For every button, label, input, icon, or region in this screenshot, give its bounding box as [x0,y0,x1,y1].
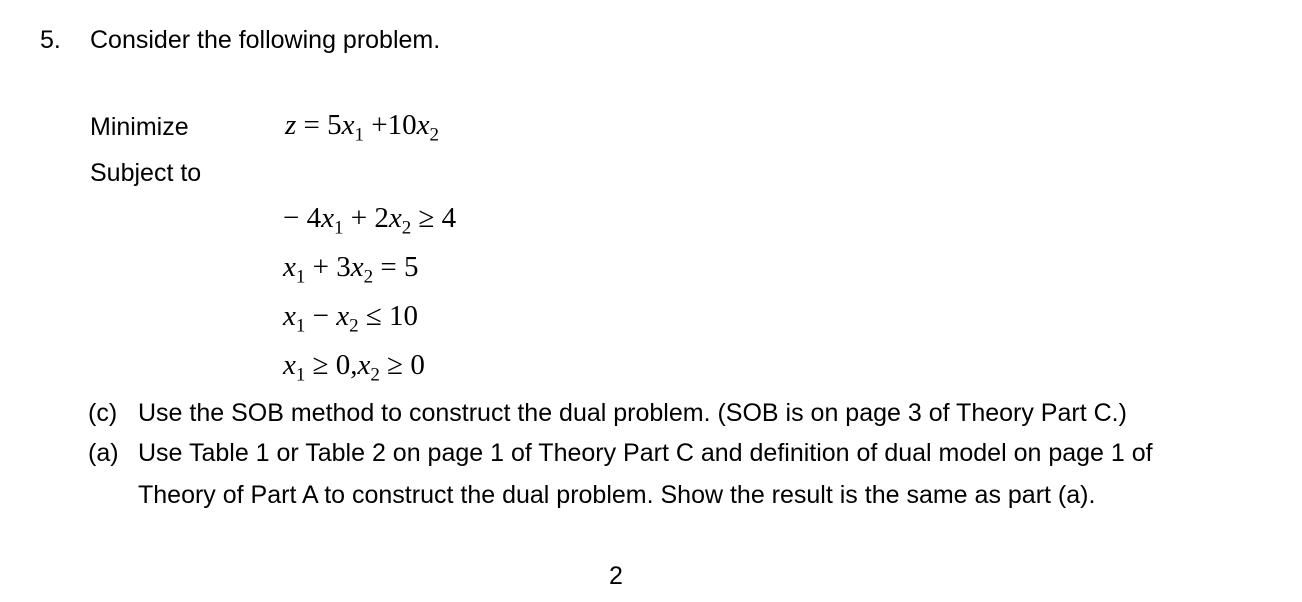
part-a-letter: (a) [88,439,119,467]
objective-coef-2: 10 [387,109,417,141]
constraint-2 [283,251,419,288]
constraint-3-relation: ≤ [358,300,390,332]
constraint-1-coef-1: − 4 [283,202,322,234]
nonneg-rhs-1: 0, [335,349,358,381]
objective-variable: z [285,109,297,141]
problem-heading: Consider the following problem. [90,26,441,54]
part-c-letter: (c) [88,399,118,427]
constraint-3-sub-1: 1 [295,315,306,337]
nonneg-sub-1: 1 [295,364,306,386]
subject-to-label: Subject to [90,159,202,187]
constraint-3-op: − [305,300,337,332]
constraint-2-sub-1: 1 [295,266,306,288]
problem-number: 5. [40,26,61,54]
constraint-3-var-2: x [336,300,350,332]
part-a-text-line-2: Theory of Part A to construct the dual problem. Show the result is the same as part (a). [138,481,1096,509]
constraint-1 [283,202,457,239]
constraint-1-relation: ≥ [411,202,442,234]
constraint-3-sub-2: 2 [349,315,359,337]
constraint-3-rhs: 10 [389,300,419,332]
constraint-2-rhs: 5 [403,251,419,283]
nonneg-sub-2: 2 [370,364,380,386]
nonneg-relation-2: ≥ [379,349,411,381]
objective-var-2: x [416,109,430,141]
constraint-2-coef-2: 3 [336,251,351,283]
constraint-1-var-2: x [388,202,402,234]
objective-sub-2: 2 [429,124,440,146]
constraint-1-sub-1: 1 [333,217,344,239]
constraint-2-sub-2: 2 [363,266,374,288]
constraint-1-coef-2: 2 [374,202,389,234]
nonneg-var-2: x [357,349,371,381]
constraint-2-var-2: x [350,251,364,283]
constraint-1-rhs: 4 [441,202,457,234]
objective-coef-1: 5 [327,109,342,141]
page-number: 2 [609,562,623,590]
nonneg-var-1: x [283,349,296,381]
constraint-3 [283,300,419,337]
nonneg-rhs-2: 0 [410,349,425,381]
part-c-text: Use the SOB method to construct the dual problem. (SOB is on page 3 of Theory Part C.) [138,399,1127,427]
constraint-2-var-1: x [283,251,296,283]
constraint-3-var-1: x [283,300,296,332]
objective-equals: = [296,109,328,141]
constraint-2-relation: = [373,251,404,283]
minimize-label: Minimize [90,113,189,141]
objective-sub-1: 1 [354,124,365,146]
objective-plus: + [364,109,388,141]
part-a-text-line-1: Use Table 1 or Table 2 on page 1 of Theory Part C and definition of dual model on page 1 of [138,439,1153,467]
constraint-1-var-1: x [321,202,334,234]
nonneg-relation-1: ≥ [305,349,336,381]
objective-var-1: x [341,109,355,141]
constraint-1-op: + [343,202,375,234]
constraint-2-op: + [305,251,337,283]
nonnegativity-constraint [283,349,425,386]
constraint-1-sub-2: 2 [401,217,412,239]
objective-function [285,109,440,146]
